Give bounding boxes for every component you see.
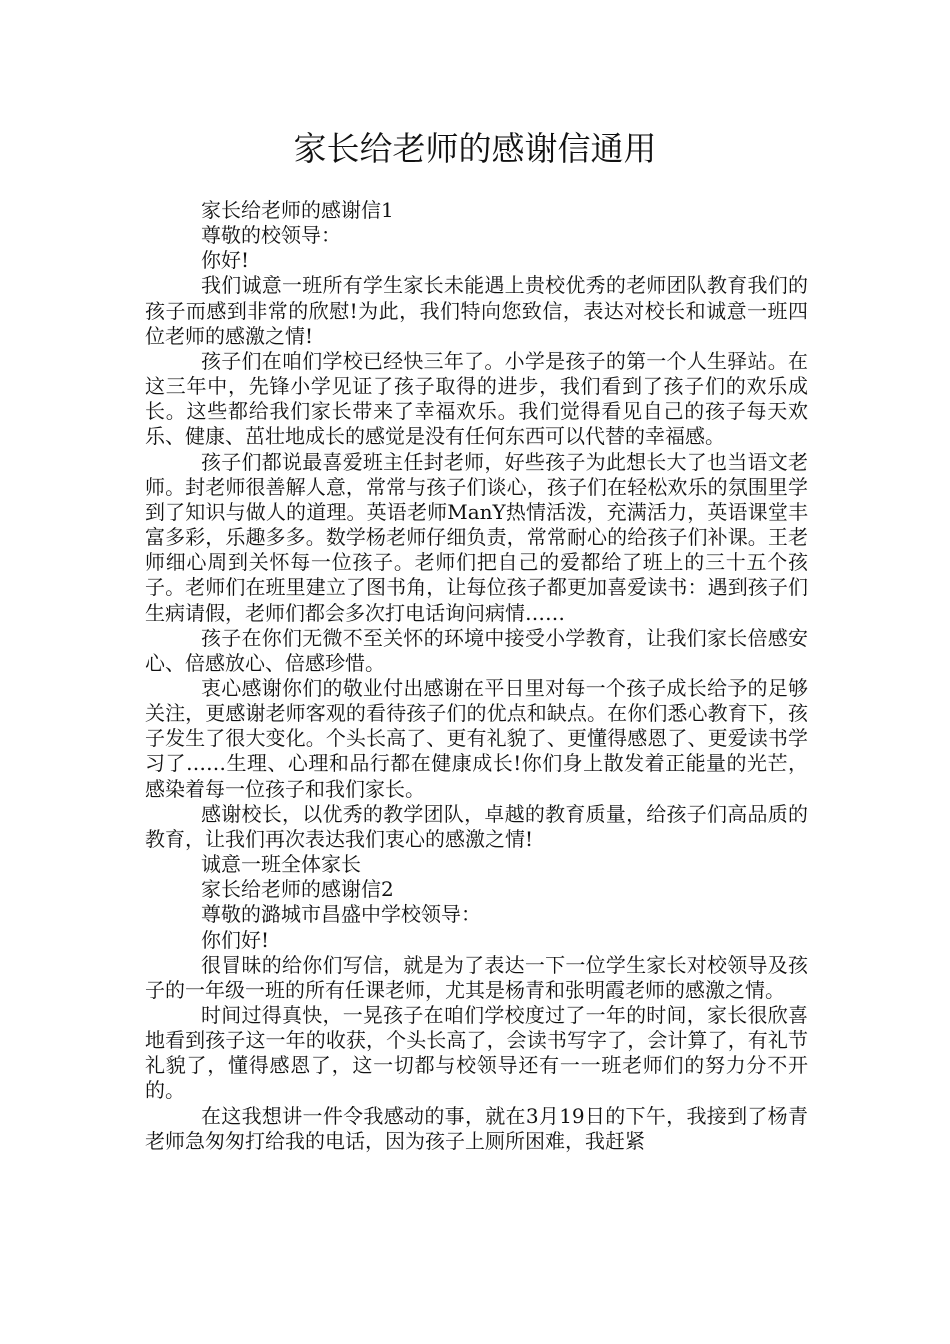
paragraph: 衷心感谢你们的敬业付出感谢在平日里对每一个孩子成长给予的足够关注，更感谢老师客观的看待孩子们的优点和缺点。在你们悉心教育下，孩子发生了很大变化。个头长高了、更有礼貌了、更懂得感恩了、更爱读书学习了……生理、心理和品行都在健康成长!你们身上散发着正能量的光芒，感染着每一位孩子和我们家长。 bbox=[145, 675, 808, 801]
paragraph-greeting: 你好! bbox=[201, 248, 250, 273]
paragraph-salutation: 尊敬的潞城市昌盛中学校领导： bbox=[201, 902, 481, 927]
paragraph: 在这我想讲一件令我感动的事，就在3月19日的下午，我接到了杨青老师急匆匆打给我的电话，因为孩子上厕所困难，我赶紧 bbox=[145, 1103, 808, 1153]
paragraph: 很冒昧的给你们写信，就是为了表达一下一位学生家长对校领导及孩子的一年级一班的所有任课老师，尤其是杨青和张明霞老师的感激之情。 bbox=[145, 952, 808, 1002]
paragraph-letter-1-heading: 家长给老师的感谢信1 bbox=[201, 198, 394, 222]
paragraph: 时间过得真快，一晃孩子在咱们学校度过了一年的时间，家长很欣喜地看到孩子这一年的收获，个头长高了，会读书写字了，会计算了，有礼节礼貌了，懂得感恩了，这一切都与校领导还有一一班老师们的努力分不开的。 bbox=[145, 1003, 808, 1103]
paragraph-greeting: 你们好! bbox=[201, 927, 270, 952]
paragraph-signature: 诚意一班全体家长 bbox=[201, 852, 361, 877]
paragraph: 孩子在你们无微不至关怀的环境中接受小学教育，让我们家长倍感安心、倍感放心、倍感珍惜。 bbox=[145, 625, 808, 675]
paragraph-letter-2-heading: 家长给老师的感谢信2 bbox=[201, 877, 394, 902]
paragraph: 我们诚意一班所有学生家长未能遇上贵校优秀的老师团队教育我们的孩子而感到非常的欣慰!为此，我们特向您致信，表达对校长和诚意一班四位老师的感激之情! bbox=[145, 273, 808, 348]
paragraph: 感谢校长，以优秀的教学团队，卓越的教育质量，给孩子们高品质的教育，让我们再次表达我们衷心的感激之情! bbox=[145, 801, 808, 851]
paragraph: 孩子们在咱们学校已经快三年了。小学是孩子的第一个人生驿站。在这三年中，先锋小学见证了孩子取得的进步，我们看到了孩子们的欢乐成长。这些都给我们家长带来了幸福欢乐。我们觉得看见自己的孩子每天欢乐、健康、茁壮地成长的感觉是没有任何东西可以代替的幸福感。 bbox=[145, 348, 808, 449]
paragraph: 孩子们都说最喜爱班主任封老师，好些孩子为此想长大了也当语文老师。封老师很善解人意，常常与孩子们谈心，孩子们在轻松欢乐的氛围里学到了知识与做人的道理。英语老师ManY热情活泼，充满活力，英语课堂丰富多彩，乐趣多多。数学杨老师仔细负责，常常耐心的给孩子们补课。王老师细心周到关怀每一位孩子。老师们把自己的爱都给了班上的三十五个孩子。老师们在班里建立了图书角，让每位孩子都更加喜爱读书：遇到孩子们生病请假，老师们都会多次打电话询问病情…… bbox=[145, 449, 808, 625]
letter-body bbox=[145, 198, 808, 1154]
page-title: 家长给老师的感谢信通用 bbox=[293, 129, 657, 168]
paragraph-salutation: 尊敬的校领导： bbox=[201, 223, 341, 248]
